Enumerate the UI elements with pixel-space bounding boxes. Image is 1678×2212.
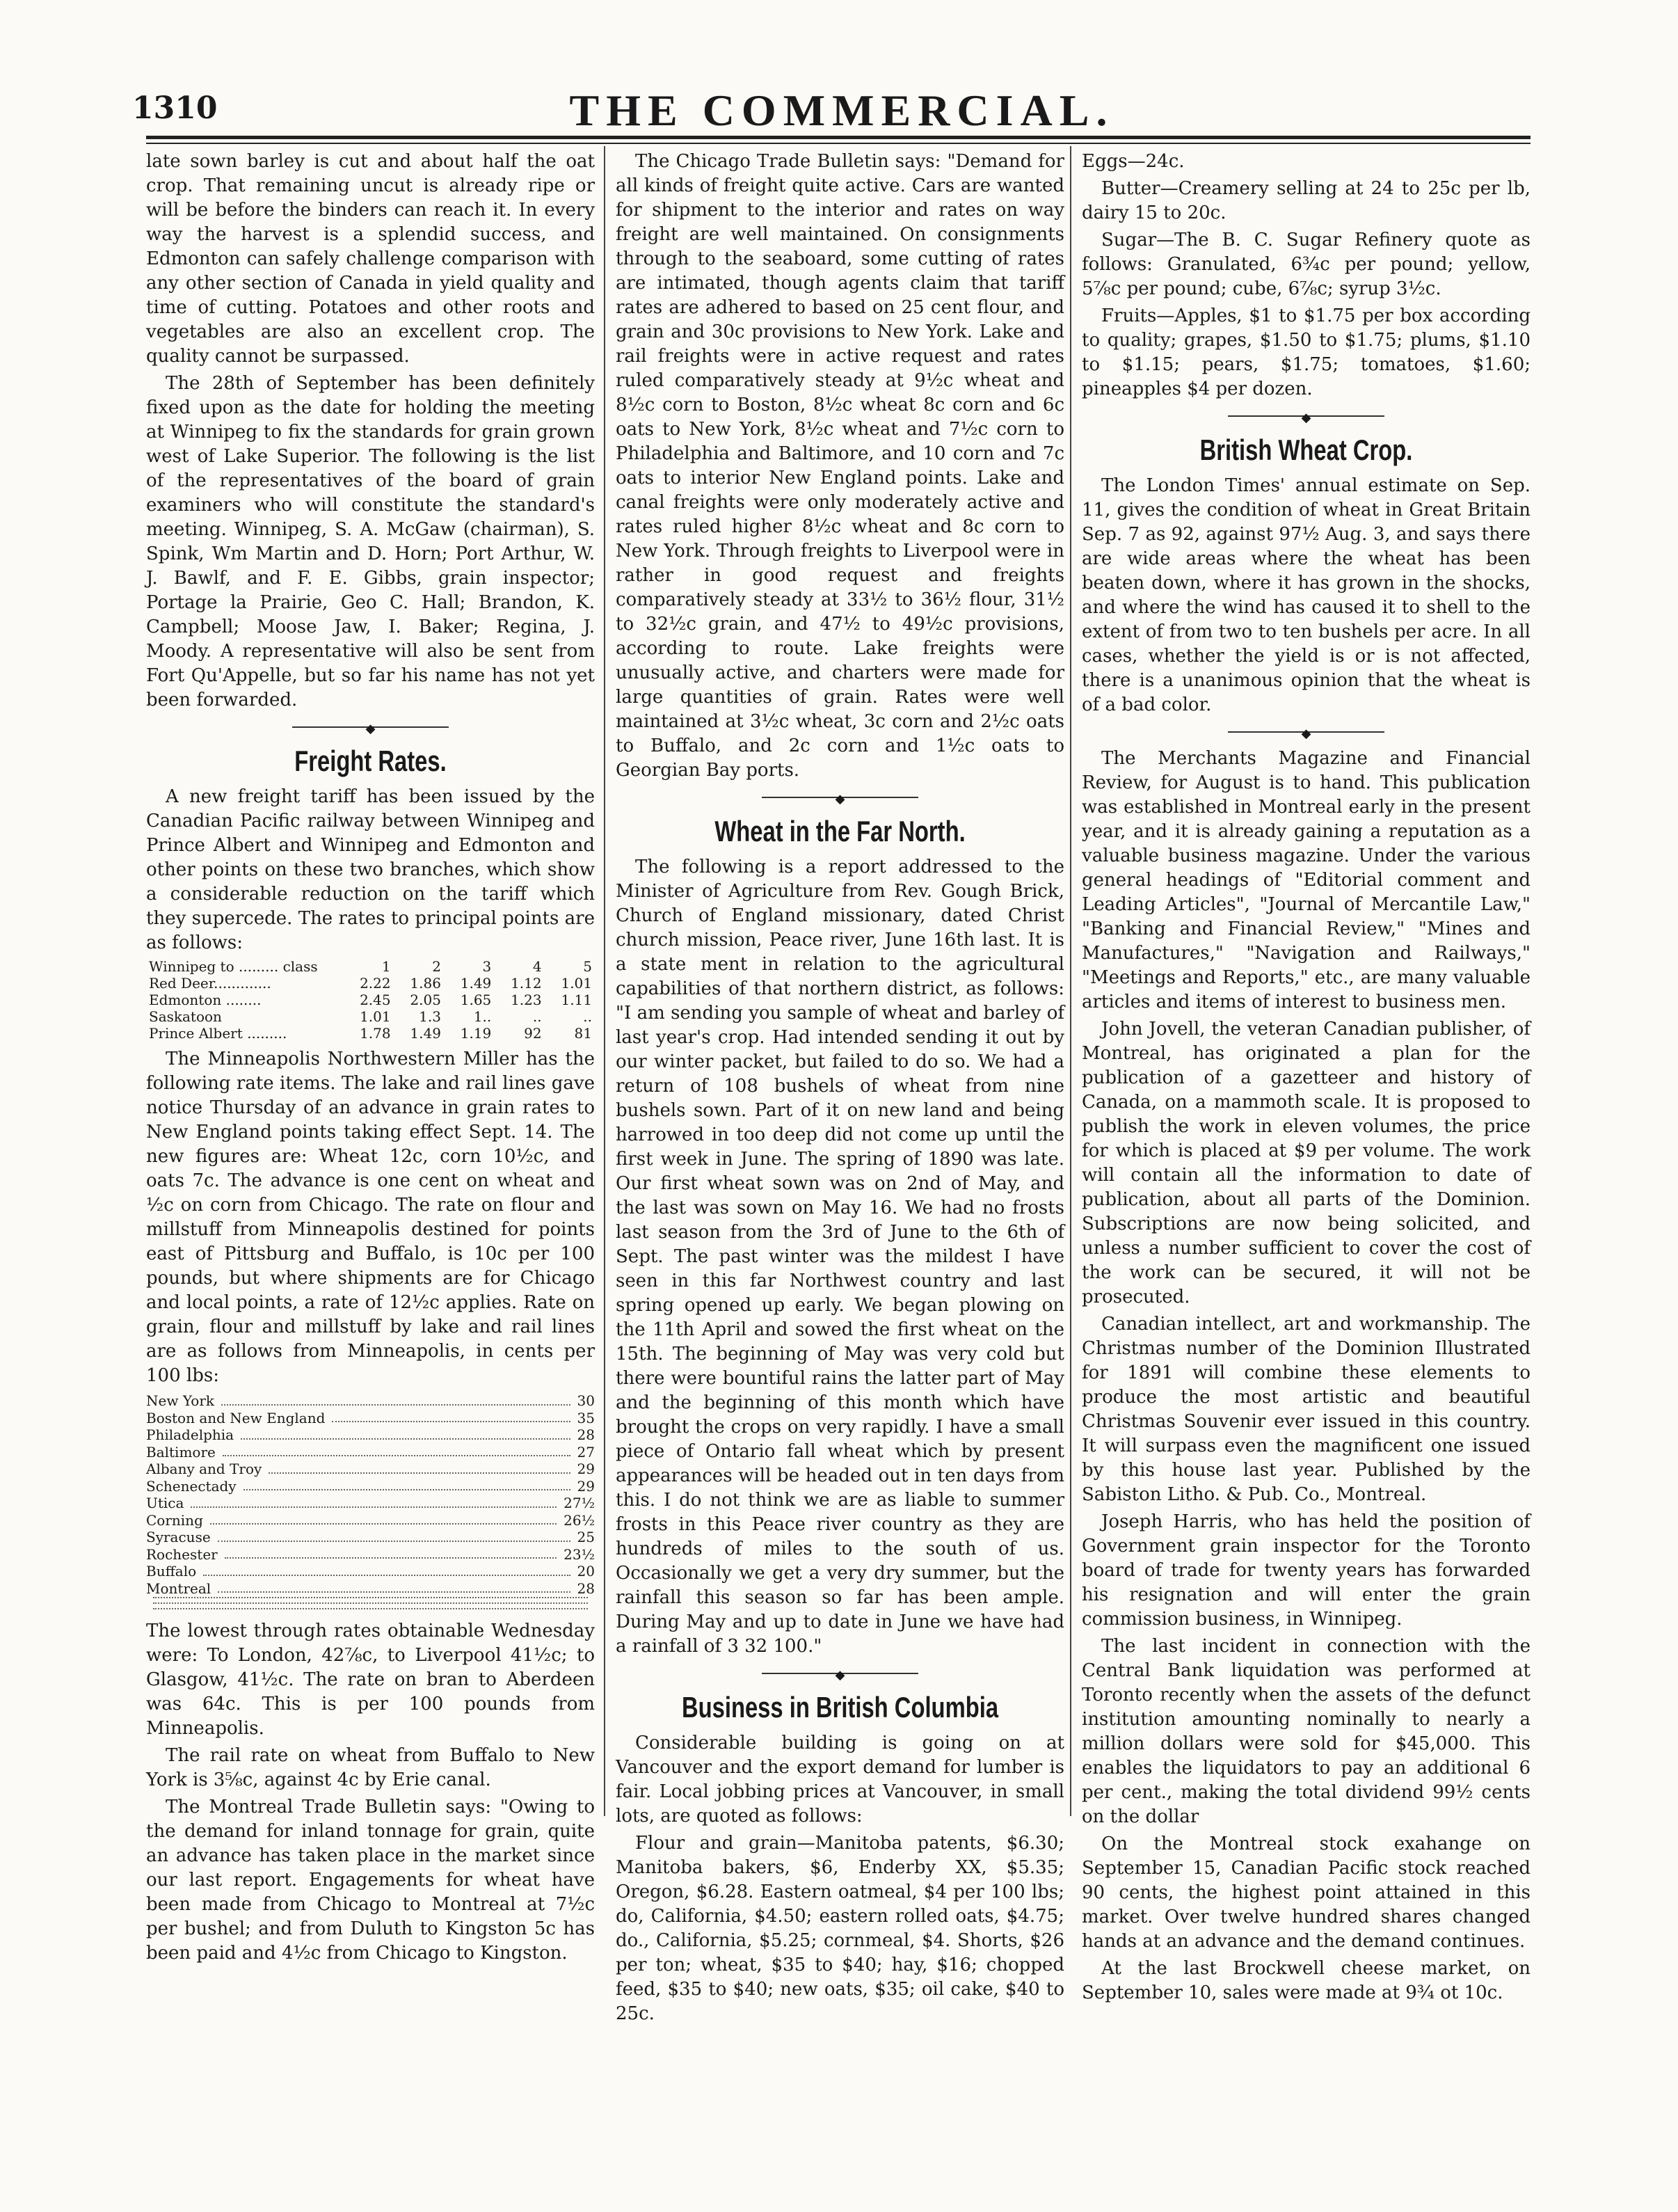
paragraph: Fruits—Apples, $1 to $1.75 per box according to quality; grapes, $1.50 to $1.75; plums, $1.10 to $1.15; pears, $1.75; tomatoes, $1.60; pineapples $4 per dozen.: [1082, 305, 1531, 399]
article-divider: [146, 719, 595, 735]
rate-value: 1.49: [460, 975, 492, 992]
rate-city: Prince Albert .........: [149, 1025, 287, 1042]
rate-header-label: Winnipeg to ......... class: [149, 958, 318, 975]
paragraph: Canadian intellect, art and workmanship. The Christmas number of the Dominion Illustrated for 1891 will combine these elements to produce the most artistic and beautiful Christmas Souvenir ever issued in this country. It will surpass even the magnificent one issued by this house last year. Published by the Sabiston Litho. & Pub. Co., Montreal.: [1082, 1314, 1531, 1505]
list-item: Montreal 28: [146, 1580, 595, 1597]
paragraph: The Merchants Magazine and Financial Review, for August is to hand. This publication was established in Montreal early in the present year, and it is already gaining a reputation as a valuable business magazine. Under the various general headings of "Editorial comment and Leading Articles", "Journal of Mercantile Law," "Banking and Financial Review," "Mines and Manufactures," "Navigation and Railways," "Meetings and Reports," etc., are many valuable articles and items of interest to business men.: [1082, 748, 1531, 1012]
rate-class: 5: [583, 958, 592, 975]
article-divider: [616, 790, 1064, 805]
list-item: Utica 27½: [146, 1495, 595, 1511]
journal-title: THE COMMERCIAL.: [569, 86, 1114, 135]
rate-value: ..: [583, 1008, 592, 1025]
rate-value: 1.86: [410, 975, 441, 992]
rate-value: 1.65: [460, 992, 492, 1008]
rate-value: 1.78: [360, 1025, 391, 1042]
paragraph: The Minneapolis Northwestern Miller has the following rate items. The lake and rail lines gave notice Thursday of an advance in grain rates to New England points taking effect Sept. 14. The new figures are: Wheat 12c, corn 10½c, and oats 7c. The advance is one cent on wheat and ½c on corn from Chicago. The rate on flour and millstuff from Minneapolis destined for points east of Pittsburg and Buffalo, is 10c per 100 pounds, but where shipments are for Chicago and local points, a rate of 12½c applies. Rate on grain, flour and millstuff by lake and rail lines are as follows from Minneapolis, in cents per 100 lbs:: [146, 1049, 595, 1386]
paragraph: Flour and grain—Manitoba patents, $6.30; Manitoba bakers, $6, Enderby XX, $5.35; Oregon, $6.28. Eastern oatmeal, $4 per 100 lbs; do, California, $4.50; eastern rolled oats, $4.75; do., California, $5.25; cornmeal, $4. Shorts, $26 per ton; wheat, $35 to $40; hay, $16; chopped feed, $35 to $40; new oats, $35; oil cake, $40 to 25c.: [616, 1833, 1064, 2024]
rate-class: 4: [532, 958, 542, 975]
paragraph: The 28th of September has been definitely fixed upon as the date for holding the meeting at Winnipeg to fix the standards for grain grown west of Lake Superior. The following is the list of the representatives of the board of grain examiners who will constitute the standard's meeting. Winnipeg, S. A. McGaw (chairman), S. Spink, Wm Martin and D. Horn; Port Arthur, W. J. Bawlf, and F. E. Gibbs, grain inspector; Portage la Prairie, Geo C. Hall; Brandon, K. Campbell; Moose Jaw, I. Baker; Regina, J. Moody. A representative will also be sent from Fort Qu'Appelle, but so far his name has not yet been forwarded.: [146, 373, 595, 710]
rate-value: 2.45: [360, 992, 391, 1008]
paragraph: The lowest through rates obtainable Wednesday were: To London, 42⅞c, to Liverpool 41½c; to Glasgow, 41½c. The rate on bran to Aberdeen was 64c. This is per 100 pounds from Minneapolis.: [146, 1621, 595, 1739]
paragraph: The Montreal Trade Bulletin says: "Owing to the demand for inland tonnage for grain, quite an advance has taken place in the market since our last report. Engagements for wheat have been made from Chicago to Montreal at 7½c per bushel; and from Duluth to Kingston 5c has been paid and 4½c from Chicago to Kingston.: [146, 1797, 595, 1964]
rate-value: 1..: [473, 1008, 492, 1025]
list-item: [146, 1597, 595, 1602]
paragraph: John Jovell, the veteran Canadian publisher, of Montreal, has originated a plan for the publication of a gazetteer and history of Canada, on a mammoth scale. It is proposed to publish the work in eleven volumes, the price for which is placed at $9 per volume. The work will contain all the information to date of publication, about all parts of the Dominion. Subscriptions are now being solicited, and unless a number sufficient to cover the cost of the work can be secured, it will not be prosecuted.: [1082, 1019, 1531, 1307]
paragraph: The following is a report addressed to the Minister of Agriculture from Rev. Gough Brick, Church of England missionary, dated Christ church mission, Peace river, June 16th last. It is a state ment in relation to the agricultural capabilities of that northern district, as follows: "I am sending you sample of wheat and barley of last year's crop. Had intended sending it out by our winter packet, but failed to do so. We had a return of 108 bushels of wheat from nine bushels sown. Part of it on new land and being harrowed in too deep did not come up until the first week in June. The spring of 1890 was late. Our first wheat sown was on 2nd of May, and the last was sown on May 16. We had no frosts last season from the 3rd of June to the 6th of Sept. The past winter was the mildest I have seen in this far Northwest country and last spring opened up early. We began plowing on the 11th April and sowed the first wheat on the 15th. The beginning of May was very cold but there were bountiful rains the latter part of May and the beginning of this month which have brought the crops on very rapidly. I have a small piece of Ontario fall wheat which by present appearances will be headed out in ten days from this. I do not think we are as liable to summer frosts in this Peace river country as they are hundreds of miles to the south of us. Occasionally we get a very dry summer, but the rainfall this season so far has been ample. During May and up to date in June we have had a rainfall of 3 32 100.": [616, 857, 1064, 1657]
header-rule-thin: [146, 143, 1531, 144]
rate-value: 1.3: [419, 1008, 441, 1025]
list-item: Buffalo 20: [146, 1563, 595, 1580]
article-divider: [1082, 724, 1531, 740]
rate-class: 2: [432, 958, 441, 975]
table-row: [146, 1025, 595, 1042]
page-number: 1310: [132, 90, 218, 126]
column-rule: [604, 146, 605, 1816]
rate-value: 1.23: [511, 992, 542, 1008]
rate-table-header: [146, 958, 595, 975]
paragraph: Sugar—The B. C. Sugar Refinery quote as follows: Granulated, 6¾c per pound; yellow, 5⅞c per pound; cube, 6⅞c; syrup 3½c.: [1082, 230, 1531, 299]
paragraph: At the last Brockwell cheese market, on September 10, sales were made at 9¾ ot 10c.: [1082, 1958, 1531, 2003]
headline-wheat-far-north: Wheat in the Far North.: [714, 815, 966, 848]
table-row: [146, 992, 595, 1008]
list-item: Baltimore 27: [146, 1443, 595, 1461]
list-item: Boston and New England 35: [146, 1409, 595, 1426]
rate-value: 1.11: [561, 992, 592, 1008]
rate-city: Red Deer.............: [149, 975, 271, 992]
rate-value: 1.49: [410, 1025, 441, 1042]
article-divider: [1082, 408, 1531, 424]
paragraph: The last incident in connection with the Central Bank liquidation was performed at Toronto recently when the assets of the defunct institution amounting nominally to nearly a million dollars were sold for $45,000. This enables the liquidators to pay an additional 6 per cent., making the total dividend 99½ cents on the dollar: [1082, 1636, 1531, 1827]
paragraph: The London Times' annual estimate on Sep. 11, gives the condition of wheat in Great Britain Sep. 7 as 92, against 97½ Aug. 3, and says there are wide areas where the wheat has been beaten down, where it has grown in the shocks, and where the wind has caused it to shell to the extent of from two to ten bushels per acre. In all cases, whether the yield is or is not affected, there is a unanimous opinion that the wheat is of a bad color.: [1082, 475, 1531, 715]
list-item: Albany and Troy 29: [146, 1461, 595, 1477]
list-item: Syracuse 25: [146, 1529, 595, 1545]
rate-value: 2.05: [410, 992, 441, 1008]
rate-value: 92: [524, 1025, 542, 1042]
list-item: [146, 1602, 595, 1608]
table-row: [146, 1008, 595, 1025]
list-item: New York 30: [146, 1392, 595, 1409]
headline-british-wheat: British Wheat Crop.: [1199, 433, 1413, 466]
paragraph: Joseph Harris, who has held the position of Government grain inspector for the Toronto board of trade for twenty years has forwarded his resignation and will enter the grain commission business, in Winnipeg.: [1082, 1511, 1531, 1630]
paragraph: The Chicago Trade Bulletin says: "Demand for all kinds of freight quite active. Cars are wanted for shipment to the interior and rates on way freight are well maintained. On consignments through to the seaboard, some cutting of rates are intimated, though agents claim that tariff rates are adhered to based on 25 cent flour, and grain and 30c provisions to New York. Lake and rail freights were in active request and rates ruled comparatively steady at 9½c wheat and 8½c corn to Boston, 8½c wheat 8c corn and 6c oats to New York, 8½c wheat and 7½c corn to Philadelphia and Baltimore, and 10 corn and 7c oats to interior New England points. Lake and canal freights were only moderately active and rates ruled higher 8½c wheat and 8c corn to New York. Through freights to Liverpool were in rather in good request and freights comparatively steady at 33½ to 36½ flour, 31½ to 32½c grain, and 47½ to 49½c provisions, according to route. Lake freights were unusually active, and charters were made for large quantities of grain. Rates were well maintained at 3½c wheat, 3c corn and 2½c oats to Buffalo, and 2c corn and 1½c oats to Georgian Bay ports.: [616, 151, 1064, 781]
rate-value: 2.22: [360, 975, 391, 992]
rate-value: 81: [574, 1025, 592, 1042]
rate-city: Saskatoon: [149, 1008, 222, 1025]
list-item: [146, 1608, 595, 1614]
rate-value: ..: [532, 1008, 542, 1025]
list-item: Rochester 23½: [146, 1545, 595, 1563]
paragraph: Butter—Creamery selling at 24 to 25c per lb, dairy 15 to 20c.: [1082, 178, 1531, 223]
paragraph: The rail rate on wheat from Buffalo to New York is 3⅝c, against 4c by Erie canal.: [146, 1745, 595, 1790]
rate-class: 3: [482, 958, 492, 975]
rate-value: 1.01: [561, 975, 592, 992]
list-item: Schenectady 29: [146, 1477, 595, 1495]
list-item: Corning 26½: [146, 1511, 595, 1529]
paragraph: A new freight tariff has been issued by the Canadian Pacific railway between Winnipeg and Prince Albert and Winnipeg and Edmonton and other points on these two branches, which show a considerable reduction on the tariff which they supercede. The rates to principal points are as follows:: [146, 786, 595, 953]
rate-value: 1.01: [360, 1008, 391, 1025]
paragraph: late sown barley is cut and about half the oat crop. That remaining uncut is already ripe or will be before the binders can reach it. In every way the harvest is a splendid success, and Edmonton can safely challenge comparison with any other section of Canada in yield quality and time of cutting. Potatoes and other roots and vegetables are also an excellent crop. The quality cannot be surpassed.: [146, 151, 595, 367]
column-1: [146, 150, 595, 1968]
column-rule: [1070, 146, 1071, 1816]
list-item: Philadelphia 28: [146, 1426, 595, 1443]
paragraph: Considerable building is going on at Vancouver and the export demand for lumber is fair. Local jobbing prices at Vancouver, in small lots, are quoted as follows:: [616, 1733, 1064, 1827]
masthead: [132, 77, 1551, 139]
rate-city: Edmonton ........: [149, 992, 262, 1008]
rate-value: 1.19: [460, 1025, 492, 1042]
paragraph: Eggs—24c.: [1082, 151, 1185, 172]
rate-value: 1.12: [511, 975, 542, 992]
headline-freight-rates: Freight Rates.: [294, 745, 447, 777]
rate-class: 1: [381, 958, 391, 975]
article-divider: [616, 1666, 1064, 1681]
table-row: [146, 975, 595, 992]
header-rule: [146, 136, 1531, 139]
rate-table: [146, 958, 595, 1042]
column-3: [1082, 150, 1531, 2008]
paragraph: On the Montreal stock exahange on September 15, Canadian Pacific stock reached 90 cents, the highest point attained in this market. Over twelve hundred shares changed hands at an advance and the demand continues.: [1082, 1833, 1531, 1952]
minneapolis-rate-list: [146, 1392, 595, 1614]
column-2: [616, 150, 1064, 2029]
headline-business-bc: Business in British Columbia: [681, 1691, 999, 1724]
